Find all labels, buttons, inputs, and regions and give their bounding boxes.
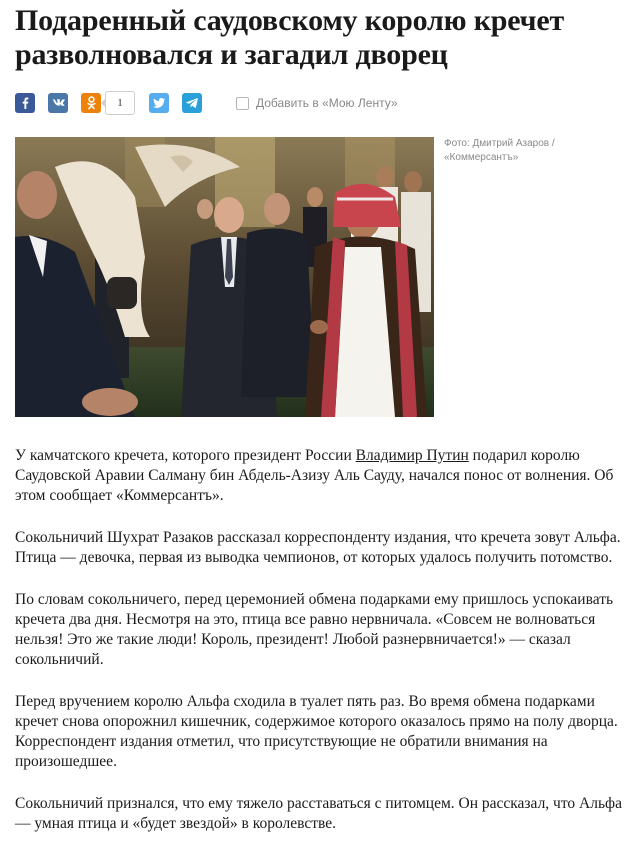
photo-credit [444,137,634,165]
p1-text-end: подарил королю Саудовской Аравии Салману бин Абдель-Азизу Аль Сауду, начался понос от волнения. Об этом сообщает «Коммерсантъ». [15,447,614,504]
vk-icon [52,99,65,107]
facebook-icon [20,97,30,109]
vk-share-button[interactable] [48,93,68,113]
odnoklassniki-icon [87,96,96,110]
telegram-share-button[interactable] [182,93,202,113]
odnoklassniki-share-count: 1 [105,91,135,115]
article-paragraph-5: Сокольничий признался, что ему тяжело расставаться с питомцем. Он рассказал, что Альфа — умная птица и «будет звездой» в королевстве. [15,795,622,832]
article-paragraph-3: По словам сокольничего, перед церемонией обмена подарками ему пришлось успокаивать кречета два дня. Несмотря на это, птица все равно нервничала. «Совсем не волноваться нельзя! Это же такие люди! Король, президент! Любой разнервничается!» — сказал сокольничий. [15,591,614,668]
telegram-icon [186,98,198,108]
add-to-my-feed[interactable] [236,96,398,110]
person-link-putin[interactable]: Владимир Путин [355,447,469,464]
article-body [15,446,630,856]
article-paragraph-4: Перед вручением королю Альфа сходила в туалет пять раз. Во время обмена подарками кречет снова опорожнил кишечник, содержимое которого оказалось прямо на полу дворца. Корреспондент издания отметил, что присутствующие не обратили внимания на произошедшее. [15,693,618,770]
facebook-share-button[interactable] [15,93,35,113]
p1-text-start: У камчатского кречета, которого президент России [15,447,356,464]
article-photo [15,137,434,417]
add-to-feed-label: Добавить в «Мою Ленту» [256,96,398,110]
share-bar [15,91,630,115]
twitter-share-button[interactable] [149,93,169,113]
article-paragraph-2: Сокольничий Шухрат Разаков рассказал корреспонденту издания, что кречета зовут Альфа. Птица — девочка, первая из выводка чемпионов, от которых удалось получить потомство. [15,529,621,566]
twitter-icon [153,98,165,108]
article-headline: Подаренный саудовскому королю кречет разволновался и загадил дворец [15,4,565,71]
article-paragraph-1 [15,446,630,506]
odnoklassniki-share-button[interactable] [81,93,101,113]
photo-credit-line-1: Фото: Дмитрий Азаров / [444,138,555,149]
add-to-feed-checkbox[interactable] [236,97,249,110]
photo-credit-line-2: «Коммерсантъ» [444,152,519,163]
